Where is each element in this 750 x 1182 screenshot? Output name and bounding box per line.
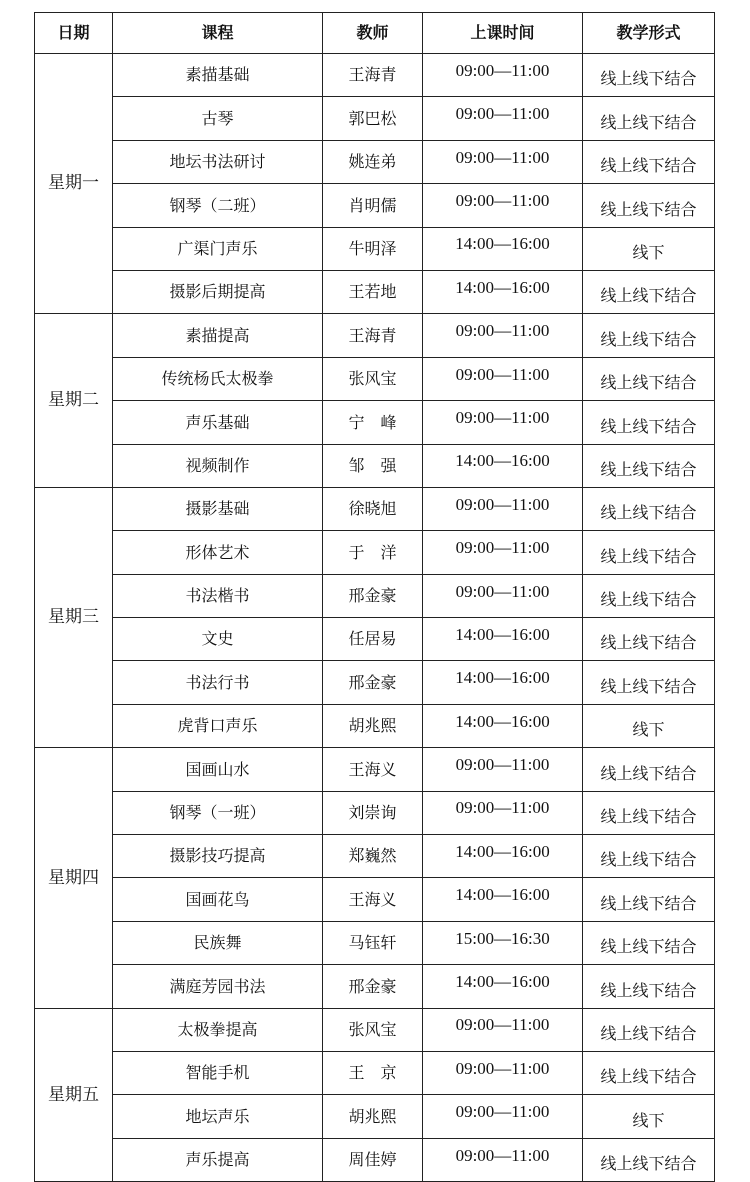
day-cell: 星期三 [35,487,113,747]
course-cell: 广渠门声乐 [113,227,323,270]
time-cell: 09:00—11:00 [423,1008,583,1051]
mode-cell: 线上线下结合 [583,270,715,313]
table-row [35,97,715,140]
course-cell: 地坛声乐 [113,1095,323,1138]
mode-cell: 线上线下结合 [583,574,715,617]
mode-cell: 线上线下结合 [583,835,715,878]
teacher-cell: 胡兆熙 [323,1095,423,1138]
mode-cell: 线上线下结合 [583,531,715,574]
mode-cell: 线上线下结合 [583,791,715,834]
teacher-cell: 姚连弟 [323,140,423,183]
mode-cell: 线上线下结合 [583,401,715,444]
teacher-cell: 张风宝 [323,1008,423,1051]
table-row [35,965,715,1008]
mode-cell: 线下 [583,1095,715,1138]
table-row [35,227,715,270]
mode-cell: 线上线下结合 [583,748,715,791]
time-cell: 14:00—16:00 [423,704,583,747]
teacher-cell: 王海青 [323,314,423,357]
table-row [35,444,715,487]
teacher-cell: 刘崇询 [323,791,423,834]
mode-cell: 线上线下结合 [583,1008,715,1051]
course-cell: 古琴 [113,97,323,140]
schedule-table-container [34,12,715,1182]
time-cell: 14:00—16:00 [423,965,583,1008]
mode-cell: 线上线下结合 [583,314,715,357]
time-cell: 14:00—16:00 [423,618,583,661]
teacher-cell: 宁 峰 [323,401,423,444]
course-cell: 形体艺术 [113,531,323,574]
time-cell: 15:00—16:30 [423,921,583,964]
course-cell: 摄影技巧提高 [113,835,323,878]
header-date: 日期 [35,13,113,54]
course-cell: 国画花鸟 [113,878,323,921]
teacher-cell: 王海义 [323,878,423,921]
mode-cell: 线上线下结合 [583,487,715,530]
time-cell: 09:00—11:00 [423,314,583,357]
day-cell: 星期四 [35,748,113,1008]
course-cell: 声乐提高 [113,1138,323,1181]
table-row [35,661,715,704]
table-row [35,401,715,444]
mode-cell: 线上线下结合 [583,140,715,183]
time-cell: 09:00—11:00 [423,54,583,97]
course-cell: 视频制作 [113,444,323,487]
time-cell: 14:00—16:00 [423,227,583,270]
table-row [35,921,715,964]
mode-cell: 线上线下结合 [583,184,715,227]
time-cell: 09:00—11:00 [423,748,583,791]
mode-cell: 线上线下结合 [583,618,715,661]
time-cell: 14:00—16:00 [423,878,583,921]
mode-cell: 线上线下结合 [583,878,715,921]
teacher-cell: 邢金豪 [323,574,423,617]
teacher-cell: 肖明儒 [323,184,423,227]
time-cell: 09:00—11:00 [423,791,583,834]
header-row [35,13,715,54]
table-row [35,878,715,921]
teacher-cell: 郭巴松 [323,97,423,140]
header-teacher: 教师 [323,13,423,54]
teacher-cell: 徐晓旭 [323,487,423,530]
teacher-cell: 任居易 [323,618,423,661]
course-cell: 地坛书法研讨 [113,140,323,183]
table-row [35,54,715,97]
course-cell: 书法楷书 [113,574,323,617]
table-row [35,1138,715,1181]
course-schedule-table [34,12,715,1182]
header-time: 上课时间 [423,13,583,54]
table-row [35,357,715,400]
time-cell: 09:00—11:00 [423,357,583,400]
table-row [35,1008,715,1051]
mode-cell: 线上线下结合 [583,444,715,487]
teacher-cell: 邢金豪 [323,661,423,704]
time-cell: 14:00—16:00 [423,835,583,878]
time-cell: 09:00—11:00 [423,487,583,530]
table-row [35,574,715,617]
table-row [35,314,715,357]
mode-cell: 线上线下结合 [583,357,715,400]
course-cell: 素描基础 [113,54,323,97]
time-cell: 09:00—11:00 [423,1095,583,1138]
mode-cell: 线上线下结合 [583,54,715,97]
mode-cell: 线下 [583,704,715,747]
mode-cell: 线上线下结合 [583,1138,715,1181]
time-cell: 09:00—11:00 [423,1051,583,1094]
day-cell: 星期五 [35,1008,113,1182]
course-cell: 声乐基础 [113,401,323,444]
header-course: 课程 [113,13,323,54]
course-cell: 民族舞 [113,921,323,964]
course-cell: 国画山水 [113,748,323,791]
course-cell: 智能手机 [113,1051,323,1094]
teacher-cell: 于 洋 [323,531,423,574]
table-row [35,791,715,834]
mode-cell: 线下 [583,227,715,270]
table-row [35,1051,715,1094]
teacher-cell: 邢金豪 [323,965,423,1008]
course-cell: 摄影基础 [113,487,323,530]
schedule-body [35,54,715,1182]
table-row [35,748,715,791]
time-cell: 09:00—11:00 [423,1138,583,1181]
time-cell: 09:00—11:00 [423,184,583,227]
teacher-cell: 张风宝 [323,357,423,400]
time-cell: 14:00—16:00 [423,444,583,487]
time-cell: 09:00—11:00 [423,574,583,617]
teacher-cell: 郑巍然 [323,835,423,878]
table-row [35,270,715,313]
course-cell: 钢琴（一班） [113,791,323,834]
table-row [35,618,715,661]
teacher-cell: 王海青 [323,54,423,97]
day-cell: 星期二 [35,314,113,488]
table-row [35,531,715,574]
table-row [35,487,715,530]
course-cell: 太极拳提高 [113,1008,323,1051]
table-row [35,184,715,227]
course-cell: 文史 [113,618,323,661]
course-cell: 虎背口声乐 [113,704,323,747]
time-cell: 09:00—11:00 [423,401,583,444]
teacher-cell: 牛明泽 [323,227,423,270]
teacher-cell: 周佳婷 [323,1138,423,1181]
course-cell: 书法行书 [113,661,323,704]
course-cell: 满庭芳园书法 [113,965,323,1008]
teacher-cell: 王若地 [323,270,423,313]
course-cell: 传统杨氏太极拳 [113,357,323,400]
teacher-cell: 马钰轩 [323,921,423,964]
table-row [35,140,715,183]
teacher-cell: 王 京 [323,1051,423,1094]
time-cell: 09:00—11:00 [423,140,583,183]
mode-cell: 线上线下结合 [583,921,715,964]
header-mode: 教学形式 [583,13,715,54]
teacher-cell: 胡兆熙 [323,704,423,747]
table-row [35,704,715,747]
teacher-cell: 王海义 [323,748,423,791]
course-cell: 钢琴（二班） [113,184,323,227]
course-cell: 摄影后期提高 [113,270,323,313]
mode-cell: 线上线下结合 [583,97,715,140]
course-cell: 素描提高 [113,314,323,357]
table-row [35,1095,715,1138]
time-cell: 09:00—11:00 [423,97,583,140]
time-cell: 09:00—11:00 [423,531,583,574]
teacher-cell: 邹 强 [323,444,423,487]
time-cell: 14:00—16:00 [423,270,583,313]
mode-cell: 线上线下结合 [583,965,715,1008]
day-cell: 星期一 [35,54,113,314]
mode-cell: 线上线下结合 [583,661,715,704]
time-cell: 14:00—16:00 [423,661,583,704]
table-row [35,835,715,878]
mode-cell: 线上线下结合 [583,1051,715,1094]
